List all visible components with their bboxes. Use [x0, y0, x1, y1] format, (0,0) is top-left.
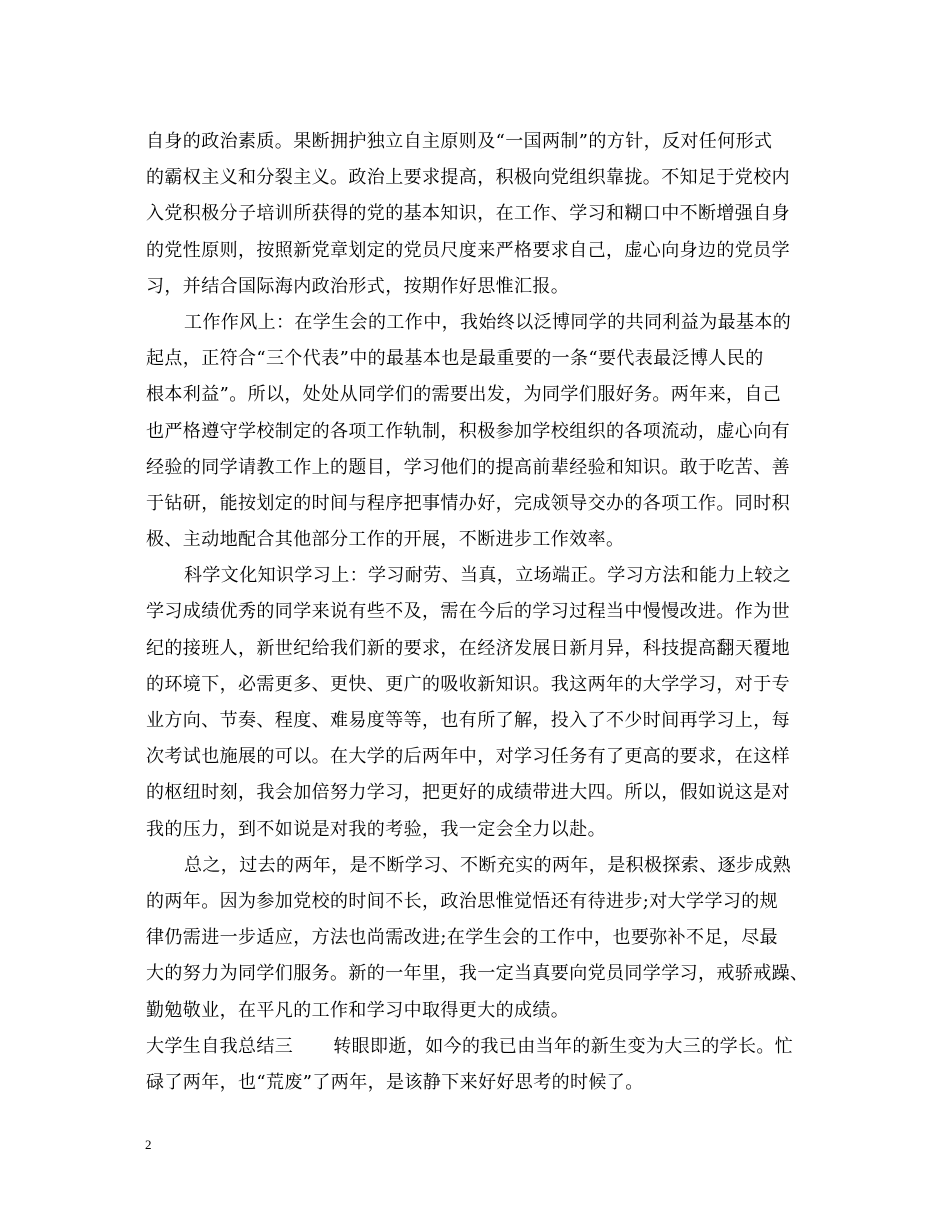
text-line: 也严格遵守学校制定的各项工作轨制，积极参加学校组织的各项流动，虚心向有 [146, 420, 790, 442]
document-body [146, 124, 809, 1101]
text-line: 自身的政治素质。果断拥护独立自主原则及“一国两制”的方针，反对任何形式 [146, 131, 773, 152]
text-line: 律仍需进一步适应，方法也尚需改进;在学生会的工作中，也要弥补不足，尽最 [146, 927, 779, 949]
text-line: 转眼即逝，如今的我已由当年的新生变为大三的学长。忙 [333, 1035, 794, 1057]
text-line: 经验的同学请教工作上的题目，学习他们的提高前辈经验和知识。敢于吃苦、善 [146, 456, 790, 478]
paragraph-start-line: 工作作风上：在学生会的工作中，我始终以泛博同学的共同利益为最基本的 [184, 311, 792, 333]
text-line: 我的压力，到不如说是对我的考验，我一定会全力以赴。 [146, 818, 606, 840]
text-line: 的枢纽时刻，我会加倍努力学习，把更好的成绩带进大四。所以，假如说这是对 [146, 782, 790, 804]
text-line: 大的努力为同学们服务。新的一年里，我一定当真要向党员同学学习，戒骄戒躁、 [146, 963, 809, 985]
text-line: 根本利益”。所以，处处从同学们的需要出发，为同学们服好务。两年来，自己 [146, 384, 782, 406]
text-line: 起点，正符合“三个代表”中的最基本也是最重要的一条“要代表最泛博人民的 [146, 348, 764, 370]
text-line: 次考试也施展的可以。在大学的后两年中，对学习任务有了更高的要求，在这样 [146, 746, 790, 768]
text-line: 业方向、节奏、程度、难易度等等，也有所了解，投入了不少时间再学习上，每 [146, 710, 790, 731]
section-heading: 大学生自我总结三 [146, 1035, 294, 1057]
text-line: 极、主动地配合其他部分工作的开展，不断进步工作效率。 [146, 529, 625, 551]
text-line: 学习成绩优秀的同学来说有些不及，需在今后的学习过程当中慢慢改进。作为世 [146, 601, 790, 623]
paragraph-start-line: 科学文化知识学习上：学习耐劳、当真，立场端正。学习方法和能力上较之 [184, 565, 792, 587]
section-heading-line [146, 1029, 804, 1065]
page-number: 2 [145, 1137, 152, 1152]
text-line: 的两年。因为参加党校的时间不长，政治思惟觉悟还有待进步;对大学学习的规 [146, 890, 779, 912]
text-line: 的霸权主义和分裂主义。政治上要求提高，积极向党组织靠拢。不知足于党校内 [146, 167, 790, 189]
text-line: 于钻研，能按划定的时间与程序把事情办好，完成领导交办的各项工作。同时积 [146, 492, 790, 514]
text-line: 的党性原则，按照新党章划定的党员尺度来严格要求自己，虚心向身边的党员学 [146, 239, 790, 261]
text-line: 碌了两年，也“荒废”了两年，是该静下来好好思考的时候了。 [146, 1071, 644, 1093]
text-line: 习，并结合国际海内政治形式，按期作好思惟汇报。 [146, 275, 570, 297]
text-line: 入党积极分子培训所获得的党的基本知识，在工作、学习和糊口中不断增强自身 [146, 203, 790, 225]
text-line: 纪的接班人，新世纪给我们新的要求，在经济发展日新月异，科技提高翻天覆地 [146, 637, 790, 659]
text-line: 勤勉敬业，在平凡的工作和学习中取得更大的成绩。 [146, 999, 570, 1021]
paragraph-start-line: 总之，过去的两年，是不断学习、不断充实的两年，是积极探索、逐步成熟 [184, 854, 792, 876]
text-line: 的环境下，必需更多、更快、更广的吸收新知识。我这两年的大学学习，对于专 [146, 673, 790, 695]
